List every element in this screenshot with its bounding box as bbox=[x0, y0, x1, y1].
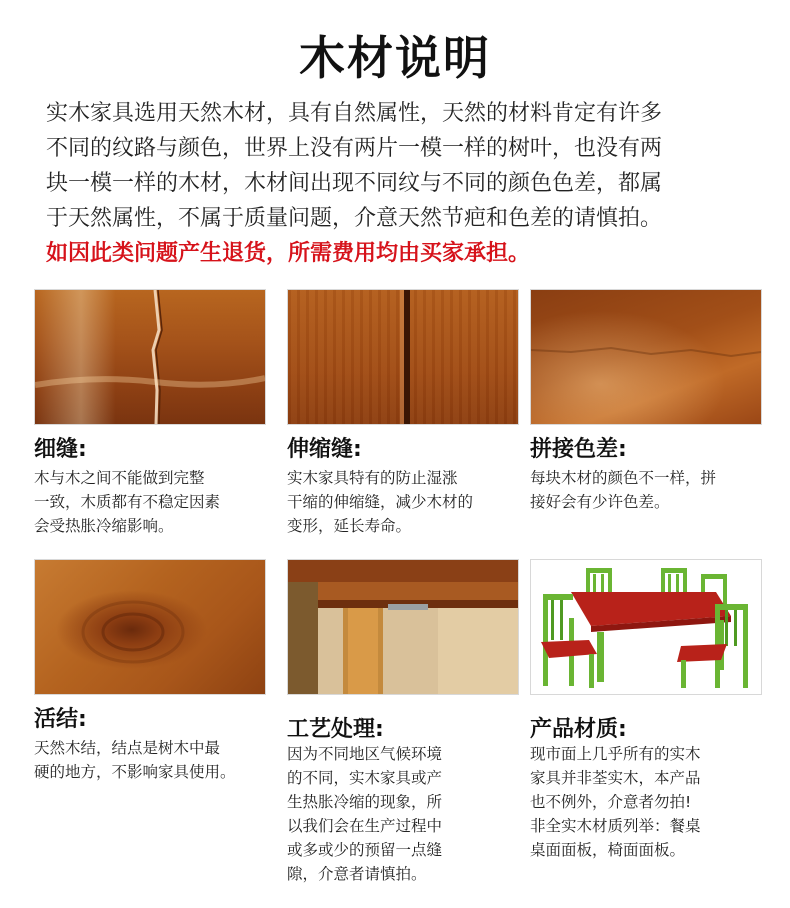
craft-processing-photo bbox=[287, 559, 519, 695]
desc-line: 实木家具特有的防止湿涨 bbox=[287, 469, 458, 487]
desc-line: 家具并非荃实木，本产品 bbox=[530, 769, 701, 787]
desc-line: 生热胀冷缩的现象，所 bbox=[287, 793, 443, 811]
intro-line: 块一模一样的木材，木材间出现不同纹与不同的颜色色差，都属 bbox=[46, 171, 663, 196]
intro-line: 不同的纹路与颜色，世界上没有两片一模一样的树叶，也没有两 bbox=[46, 136, 663, 161]
live-knot-photo bbox=[34, 559, 266, 695]
expansion-joint-image bbox=[288, 290, 518, 424]
card-heading: 产品材质: bbox=[530, 717, 627, 742]
desc-line: 硬的地方，不影响家具使用。 bbox=[34, 763, 236, 781]
desc-line: 变形，延长寿命。 bbox=[287, 517, 412, 535]
desc-line: 隙，介意者请慎拍。 bbox=[287, 865, 427, 883]
desc-line: 以我们会在生产过程中 bbox=[287, 817, 443, 835]
desc-line: 会受热胀冷缩影响。 bbox=[34, 517, 174, 535]
intro-text bbox=[46, 96, 756, 271]
card-heading: 工艺处理: bbox=[287, 717, 384, 742]
return-policy-warning: 如因此类问题产生退货，所需费用均由买家承担。 bbox=[46, 241, 531, 266]
live-knot-image bbox=[35, 560, 265, 694]
desc-line: 桌面面板，椅面面板。 bbox=[530, 841, 686, 859]
desc-line: 的不同，实木家具或产 bbox=[287, 769, 443, 787]
fine-seam-photo bbox=[34, 289, 266, 425]
card-description bbox=[287, 742, 442, 886]
intro-line: 实木家具选用天然木材，具有自然属性，天然的材料肯定有许多 bbox=[46, 101, 663, 126]
color-difference-photo bbox=[530, 289, 762, 425]
desc-line: 干缩的伸缩缝，减少木材的 bbox=[287, 493, 474, 511]
card-description bbox=[34, 466, 220, 538]
product-material-photo bbox=[530, 559, 762, 695]
card-heading: 活结: bbox=[34, 707, 87, 732]
fine-seam-image bbox=[35, 290, 265, 424]
card-description bbox=[34, 736, 236, 784]
color-difference-image bbox=[531, 290, 761, 424]
desc-line: 每块木材的颜色不一样，拼 bbox=[530, 469, 717, 487]
desc-line: 一致，木质都有不稳定因素 bbox=[34, 493, 221, 511]
card-heading: 拼接色差: bbox=[530, 437, 627, 462]
desc-line: 也不例外，介意者勿拍! bbox=[530, 793, 692, 811]
intro-line: 于天然属性，不属于质量问题，介意天然节疤和色差的请慎拍。 bbox=[46, 206, 663, 231]
craft-processing-image bbox=[288, 560, 518, 694]
desc-line: 天然木结，结点是树木中最 bbox=[34, 739, 221, 757]
desc-line: 木与木之间不能做到完整 bbox=[34, 469, 205, 487]
expansion-joint-photo bbox=[287, 289, 519, 425]
card-heading: 细缝: bbox=[34, 437, 87, 462]
desc-line: 或多或少的预留一点缝 bbox=[287, 841, 443, 859]
desc-line: 接好会有少许色差。 bbox=[530, 493, 670, 511]
desc-line: 非全实木材质列举：餐桌 bbox=[530, 817, 701, 835]
card-description bbox=[287, 466, 473, 538]
desc-line: 现市面上几乎所有的实木 bbox=[530, 745, 701, 763]
card-description bbox=[530, 466, 716, 514]
card-heading: 伸缩缝: bbox=[287, 437, 362, 462]
card-description bbox=[530, 742, 701, 862]
desc-line: 因为不同地区气候环境 bbox=[287, 745, 443, 763]
dining-set-illustration bbox=[531, 560, 761, 694]
page-title: 木材说明 bbox=[299, 31, 491, 85]
